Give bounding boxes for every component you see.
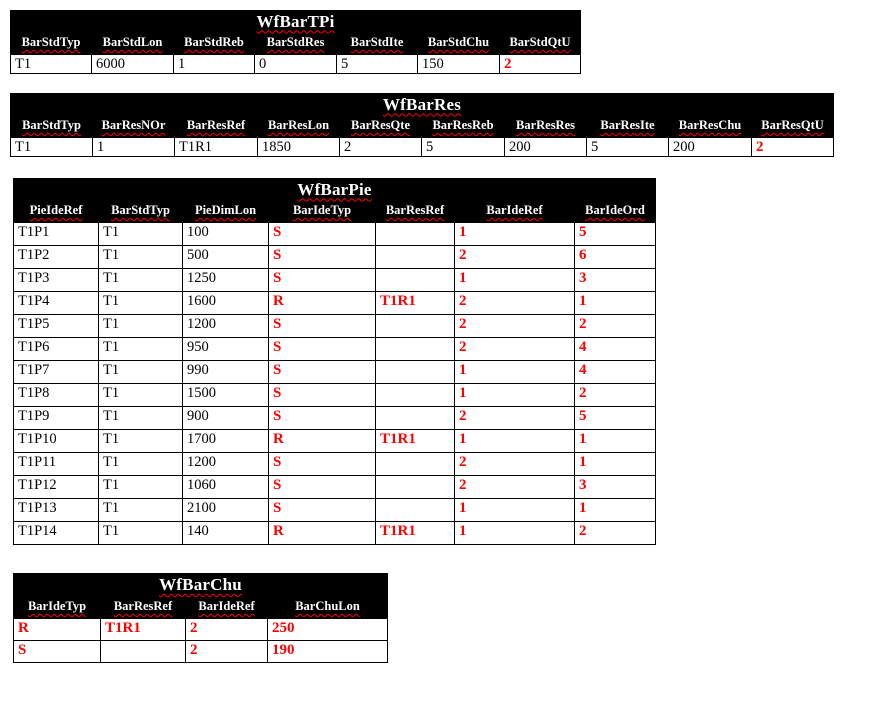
table-cell: T1 — [99, 384, 183, 407]
column-header — [175, 116, 258, 138]
column-header — [376, 201, 455, 223]
column-header-text: BarStdChu — [427, 35, 490, 49]
table-cell: 1 — [575, 292, 656, 315]
table-cell: 2 — [455, 292, 575, 315]
column-header-text: BarResLon — [267, 118, 330, 132]
table-body — [14, 223, 656, 545]
table-cell: T1R1 — [376, 522, 455, 545]
table-cell: 1 — [93, 138, 175, 157]
column-header-text: BarStdTyp — [111, 203, 170, 217]
table-cell: T1 — [99, 522, 183, 545]
table-cell: 2 — [575, 522, 656, 545]
table-cell — [376, 269, 455, 292]
column-header — [101, 597, 186, 619]
table-cell: T1 — [99, 430, 183, 453]
table-cell: T1R1 — [376, 430, 455, 453]
table-cell: S — [269, 269, 376, 292]
table-cell: 990 — [183, 361, 269, 384]
table-cell: 5 — [575, 407, 656, 430]
table-cell: 1200 — [183, 315, 269, 338]
table-title-text: WfBarRes — [382, 94, 462, 114]
table-cell: 1250 — [183, 269, 269, 292]
column-header-text: BarResQtU — [761, 118, 824, 132]
table-cell — [376, 384, 455, 407]
table-cell: 0 — [255, 55, 337, 74]
table-cell — [376, 223, 455, 246]
column-header — [422, 116, 505, 138]
table-cell: 1 — [575, 430, 656, 453]
table-row — [14, 315, 656, 338]
table-cell: 2 — [500, 55, 581, 74]
table-cell: T1 — [99, 499, 183, 522]
table-cell: 100 — [183, 223, 269, 246]
table-cell: T1 — [99, 315, 183, 338]
table-cell: 1200 — [183, 453, 269, 476]
table-cell: 6 — [575, 246, 656, 269]
table-cell: 5 — [422, 138, 505, 157]
table-cell: 4 — [575, 338, 656, 361]
table-cell: 900 — [183, 407, 269, 430]
table-title-row — [14, 574, 388, 597]
table-cell: 1 — [455, 430, 575, 453]
column-header-text: BarIdeRef — [486, 203, 543, 217]
column-header — [92, 33, 174, 55]
table-cell: 6000 — [92, 55, 174, 74]
table-cell: T1P10 — [14, 430, 99, 453]
table-cell: 5 — [337, 55, 418, 74]
table-cell — [376, 499, 455, 522]
table-cell: S — [269, 407, 376, 430]
table-cell: 1 — [455, 499, 575, 522]
column-header — [505, 116, 587, 138]
table-cell: 1700 — [183, 430, 269, 453]
table-title-row — [11, 94, 834, 116]
table-row — [14, 619, 388, 641]
column-header — [183, 201, 269, 223]
table-row — [11, 55, 581, 74]
table-cell: T1 — [11, 138, 93, 157]
table-cell: 1 — [174, 55, 255, 74]
table-cell: 1 — [455, 522, 575, 545]
table-row — [14, 430, 656, 453]
table-row — [14, 338, 656, 361]
table-cell: T1 — [99, 453, 183, 476]
table-title-text: WfBarChu — [159, 575, 242, 594]
table-cell: 1850 — [258, 138, 340, 157]
table-cell: T1 — [99, 269, 183, 292]
table-cell: T1 — [99, 338, 183, 361]
table-cell: 2 — [455, 476, 575, 499]
table-cell: T1P11 — [14, 453, 99, 476]
table-cell: S — [14, 641, 101, 663]
column-header — [14, 597, 101, 619]
table-cell: T1P13 — [14, 499, 99, 522]
table-cell: T1R1 — [376, 292, 455, 315]
table-cell: T1P3 — [14, 269, 99, 292]
column-header — [752, 116, 834, 138]
column-header — [11, 116, 93, 138]
table-row — [11, 138, 834, 157]
column-header — [11, 33, 92, 55]
table-cell: 250 — [268, 619, 388, 641]
table-cell: R — [269, 430, 376, 453]
table-cell: T1P5 — [14, 315, 99, 338]
column-header-text: BarStdTyp — [22, 118, 81, 132]
table-row — [14, 223, 656, 246]
table-cell: 200 — [505, 138, 587, 157]
table-cell: 1 — [455, 361, 575, 384]
table-cell: T1 — [99, 361, 183, 384]
column-header-text: BarResReb — [432, 118, 494, 132]
column-header-text: BarStdRes — [266, 35, 325, 49]
table-cell: S — [269, 499, 376, 522]
table-cell: 2 — [186, 619, 268, 641]
column-header-text: BarChuLon — [295, 599, 360, 613]
column-header-text: BarIdeTyp — [27, 599, 87, 613]
table-cell: T1R1 — [101, 619, 186, 641]
table-body — [11, 55, 581, 74]
table-cell: R — [269, 292, 376, 315]
table-header-row — [11, 116, 834, 138]
table-cell — [376, 476, 455, 499]
table-row — [14, 292, 656, 315]
table-cell: R — [269, 522, 376, 545]
table-cell: 1 — [455, 269, 575, 292]
table-cell: S — [269, 476, 376, 499]
table-cell: T1P2 — [14, 246, 99, 269]
table-cell: 1060 — [183, 476, 269, 499]
table-cell: 1 — [575, 499, 656, 522]
table-cell: S — [269, 246, 376, 269]
column-header-text: PieIdeRef — [29, 203, 83, 217]
column-header-text: BarStdQtU — [509, 35, 571, 49]
table-cell: 190 — [268, 641, 388, 663]
table-cell — [376, 315, 455, 338]
table-cell: S — [269, 338, 376, 361]
column-header-text: BarStdIte — [350, 35, 404, 49]
column-header — [418, 33, 500, 55]
table-cell — [376, 407, 455, 430]
column-header-text: BarStdLon — [102, 35, 163, 49]
column-header — [258, 116, 340, 138]
table-row — [14, 522, 656, 545]
column-header-text: BarIdeTyp — [292, 203, 352, 217]
table-cell: R — [14, 619, 101, 641]
column-header — [587, 116, 669, 138]
table-cell: S — [269, 453, 376, 476]
table-cell: 500 — [183, 246, 269, 269]
table-wfbarres — [10, 93, 834, 157]
table-cell: 2 — [186, 641, 268, 663]
column-header-text: BarIdeRef — [198, 599, 255, 613]
column-header-text: BarResRef — [113, 599, 173, 613]
column-header-text: BarStdReb — [184, 35, 244, 49]
column-header — [500, 33, 581, 55]
table-cell: T1P8 — [14, 384, 99, 407]
table-title — [14, 179, 656, 201]
table-cell: 3 — [575, 269, 656, 292]
table-title — [11, 11, 581, 33]
table-cell — [376, 338, 455, 361]
table-cell: 2100 — [183, 499, 269, 522]
column-header-text: BarResIte — [600, 118, 655, 132]
table-cell: T1 — [11, 55, 92, 74]
table-cell: T1 — [99, 476, 183, 499]
table-cell — [376, 361, 455, 384]
column-header — [337, 33, 418, 55]
table-cell: T1P9 — [14, 407, 99, 430]
column-header — [255, 33, 337, 55]
table-wfbarpie — [13, 178, 656, 545]
table-title-text: WfBarPie — [297, 179, 372, 199]
table-cell: T1P12 — [14, 476, 99, 499]
column-header-text: BarResChu — [678, 118, 742, 132]
table-cell: 3 — [575, 476, 656, 499]
column-header-text: BarResQte — [350, 118, 410, 132]
column-header-text: BarResRef — [385, 203, 445, 217]
table-title-row — [11, 11, 581, 33]
table-title-text: WfBarTPi — [256, 11, 335, 31]
table-cell: 1600 — [183, 292, 269, 315]
table-wfbarchu — [13, 573, 388, 663]
column-header — [269, 201, 376, 223]
table-cell: 950 — [183, 338, 269, 361]
table-cell: 2 — [455, 246, 575, 269]
table-row — [14, 384, 656, 407]
table-row — [14, 641, 388, 663]
table-cell: S — [269, 384, 376, 407]
column-header-text: BarResRes — [515, 118, 575, 132]
table-cell: 150 — [418, 55, 500, 74]
column-header-text: BarResNOr — [101, 118, 166, 132]
table-row — [14, 269, 656, 292]
column-header-text: BarIdeOrd — [585, 203, 645, 217]
column-header-text: PieDimLon — [194, 203, 257, 217]
table-cell: T1P1 — [14, 223, 99, 246]
table-cell: T1P4 — [14, 292, 99, 315]
column-header — [186, 597, 268, 619]
table-cell: 2 — [455, 338, 575, 361]
table-cell: 2 — [575, 384, 656, 407]
column-header-text: BarStdTyp — [21, 35, 81, 49]
table-wfbartpi — [10, 10, 581, 74]
table-title-row — [14, 179, 656, 201]
table-row — [14, 361, 656, 384]
table-cell: 4 — [575, 361, 656, 384]
table-title — [14, 574, 388, 597]
table-cell — [376, 453, 455, 476]
table-cell: T1R1 — [175, 138, 258, 157]
table-cell: T1P14 — [14, 522, 99, 545]
table-cell: T1 — [99, 246, 183, 269]
table-cell: 1 — [575, 453, 656, 476]
table-header-row — [11, 33, 581, 55]
table-cell: T1 — [99, 223, 183, 246]
table-cell: 5 — [575, 223, 656, 246]
table-row — [14, 453, 656, 476]
table-header-row — [14, 201, 656, 223]
table-cell: 2 — [340, 138, 422, 157]
column-header — [99, 201, 183, 223]
table-row — [14, 499, 656, 522]
table-cell: 1 — [455, 384, 575, 407]
column-header — [14, 201, 99, 223]
column-header — [455, 201, 575, 223]
table-body — [11, 138, 834, 157]
table-cell — [101, 641, 186, 663]
column-header-text: BarResRef — [186, 118, 246, 132]
table-cell: T1 — [99, 292, 183, 315]
table-row — [14, 246, 656, 269]
table-cell: S — [269, 361, 376, 384]
table-cell: 5 — [587, 138, 669, 157]
column-header — [669, 116, 752, 138]
table-cell: S — [269, 223, 376, 246]
column-header — [575, 201, 656, 223]
table-row — [14, 407, 656, 430]
table-body — [14, 619, 388, 663]
table-cell: S — [269, 315, 376, 338]
table-title — [11, 94, 834, 116]
table-cell: 140 — [183, 522, 269, 545]
table-cell: 2 — [575, 315, 656, 338]
column-header — [93, 116, 175, 138]
column-header — [268, 597, 388, 619]
table-cell — [376, 246, 455, 269]
table-cell: 200 — [669, 138, 752, 157]
table-cell: 1 — [455, 223, 575, 246]
table-cell: T1 — [99, 407, 183, 430]
table-header-row — [14, 597, 388, 619]
table-cell: T1P6 — [14, 338, 99, 361]
table-row — [14, 476, 656, 499]
column-header — [174, 33, 255, 55]
table-cell: 2 — [455, 315, 575, 338]
table-cell: 2 — [455, 407, 575, 430]
table-cell: 2 — [455, 453, 575, 476]
column-header — [340, 116, 422, 138]
table-cell: 1500 — [183, 384, 269, 407]
table-cell: T1P7 — [14, 361, 99, 384]
table-cell: 2 — [752, 138, 834, 157]
